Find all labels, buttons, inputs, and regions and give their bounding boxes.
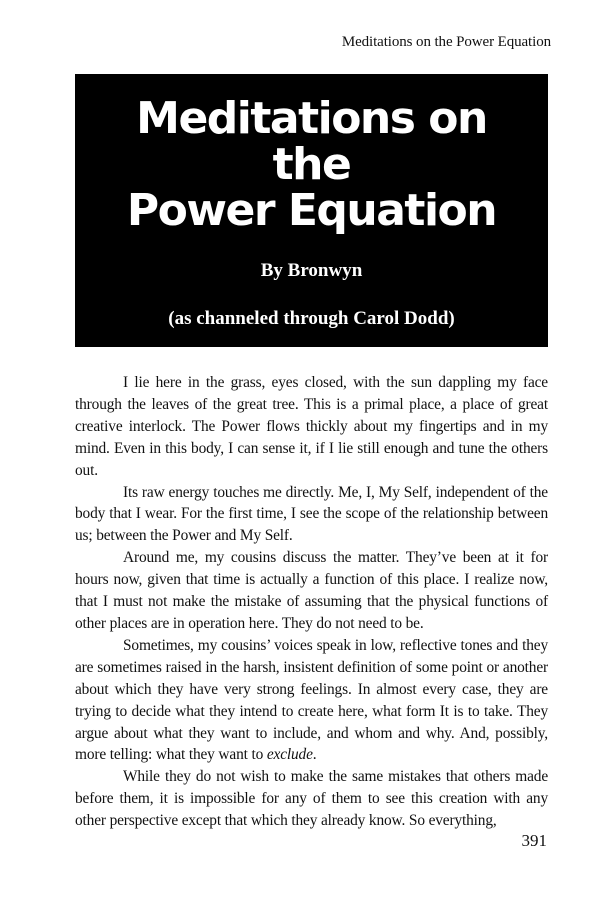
- punctuation: .: [312, 746, 317, 764]
- page-number: 391: [521, 831, 547, 850]
- article-body: [75, 372, 548, 832]
- paragraph-text: Sometimes, my cousins’ voices speak in low, reflective tones and they are sometimes raised in the harsh, insistent definition of some point or another about which they have very strong feelings. In almost every case, they are trying to decide what they intend to create here, what form It is to take. They argue about what they want to include, and whom and why. And, possibly, more telling: what they want to: [75, 636, 548, 764]
- title-block: [75, 74, 548, 347]
- paragraph: Its raw energy touches me directly. Me, I, My Self, independent of the body that I wear. For the first time, I see the scope of the relationship between us; between the Power and My Self.: [75, 483, 548, 545]
- running-head: Meditations on the Power Equation: [341, 34, 551, 50]
- title-line-2: the: [272, 139, 351, 190]
- paragraph: While they do not wish to make the same mistakes that others made before them, it is impossible for any of them to see this creation with any other perspective except that which they already know. So everything,: [75, 768, 548, 830]
- paragraph: [75, 635, 548, 766]
- channeled-by: (as channeled through Carol Dodd): [168, 308, 455, 329]
- emphasis: exclude: [266, 746, 313, 764]
- title-line-1: Meditations on: [136, 93, 487, 144]
- byline: By Bronwyn: [260, 260, 363, 281]
- paragraph: I lie here in the grass, eyes closed, with the sun dappling my face through the leaves of the great tree. This is a primal place, a place of great creative interlock. The Power flows thickly about my fingertips and in my mind. Even in this body, I can sense it, if I lie still enough and tune the others out.: [75, 374, 548, 479]
- title-line-3: Power Equation: [126, 185, 497, 236]
- paragraph: Around me, my cousins discuss the matter. They’ve been at it for hours now, given that time is actually a function of this place. I realize now, that I must not make the mistake of assuming that the physical functions of other places are in operation here. They do not need to be.: [75, 549, 548, 632]
- title: [75, 93, 548, 236]
